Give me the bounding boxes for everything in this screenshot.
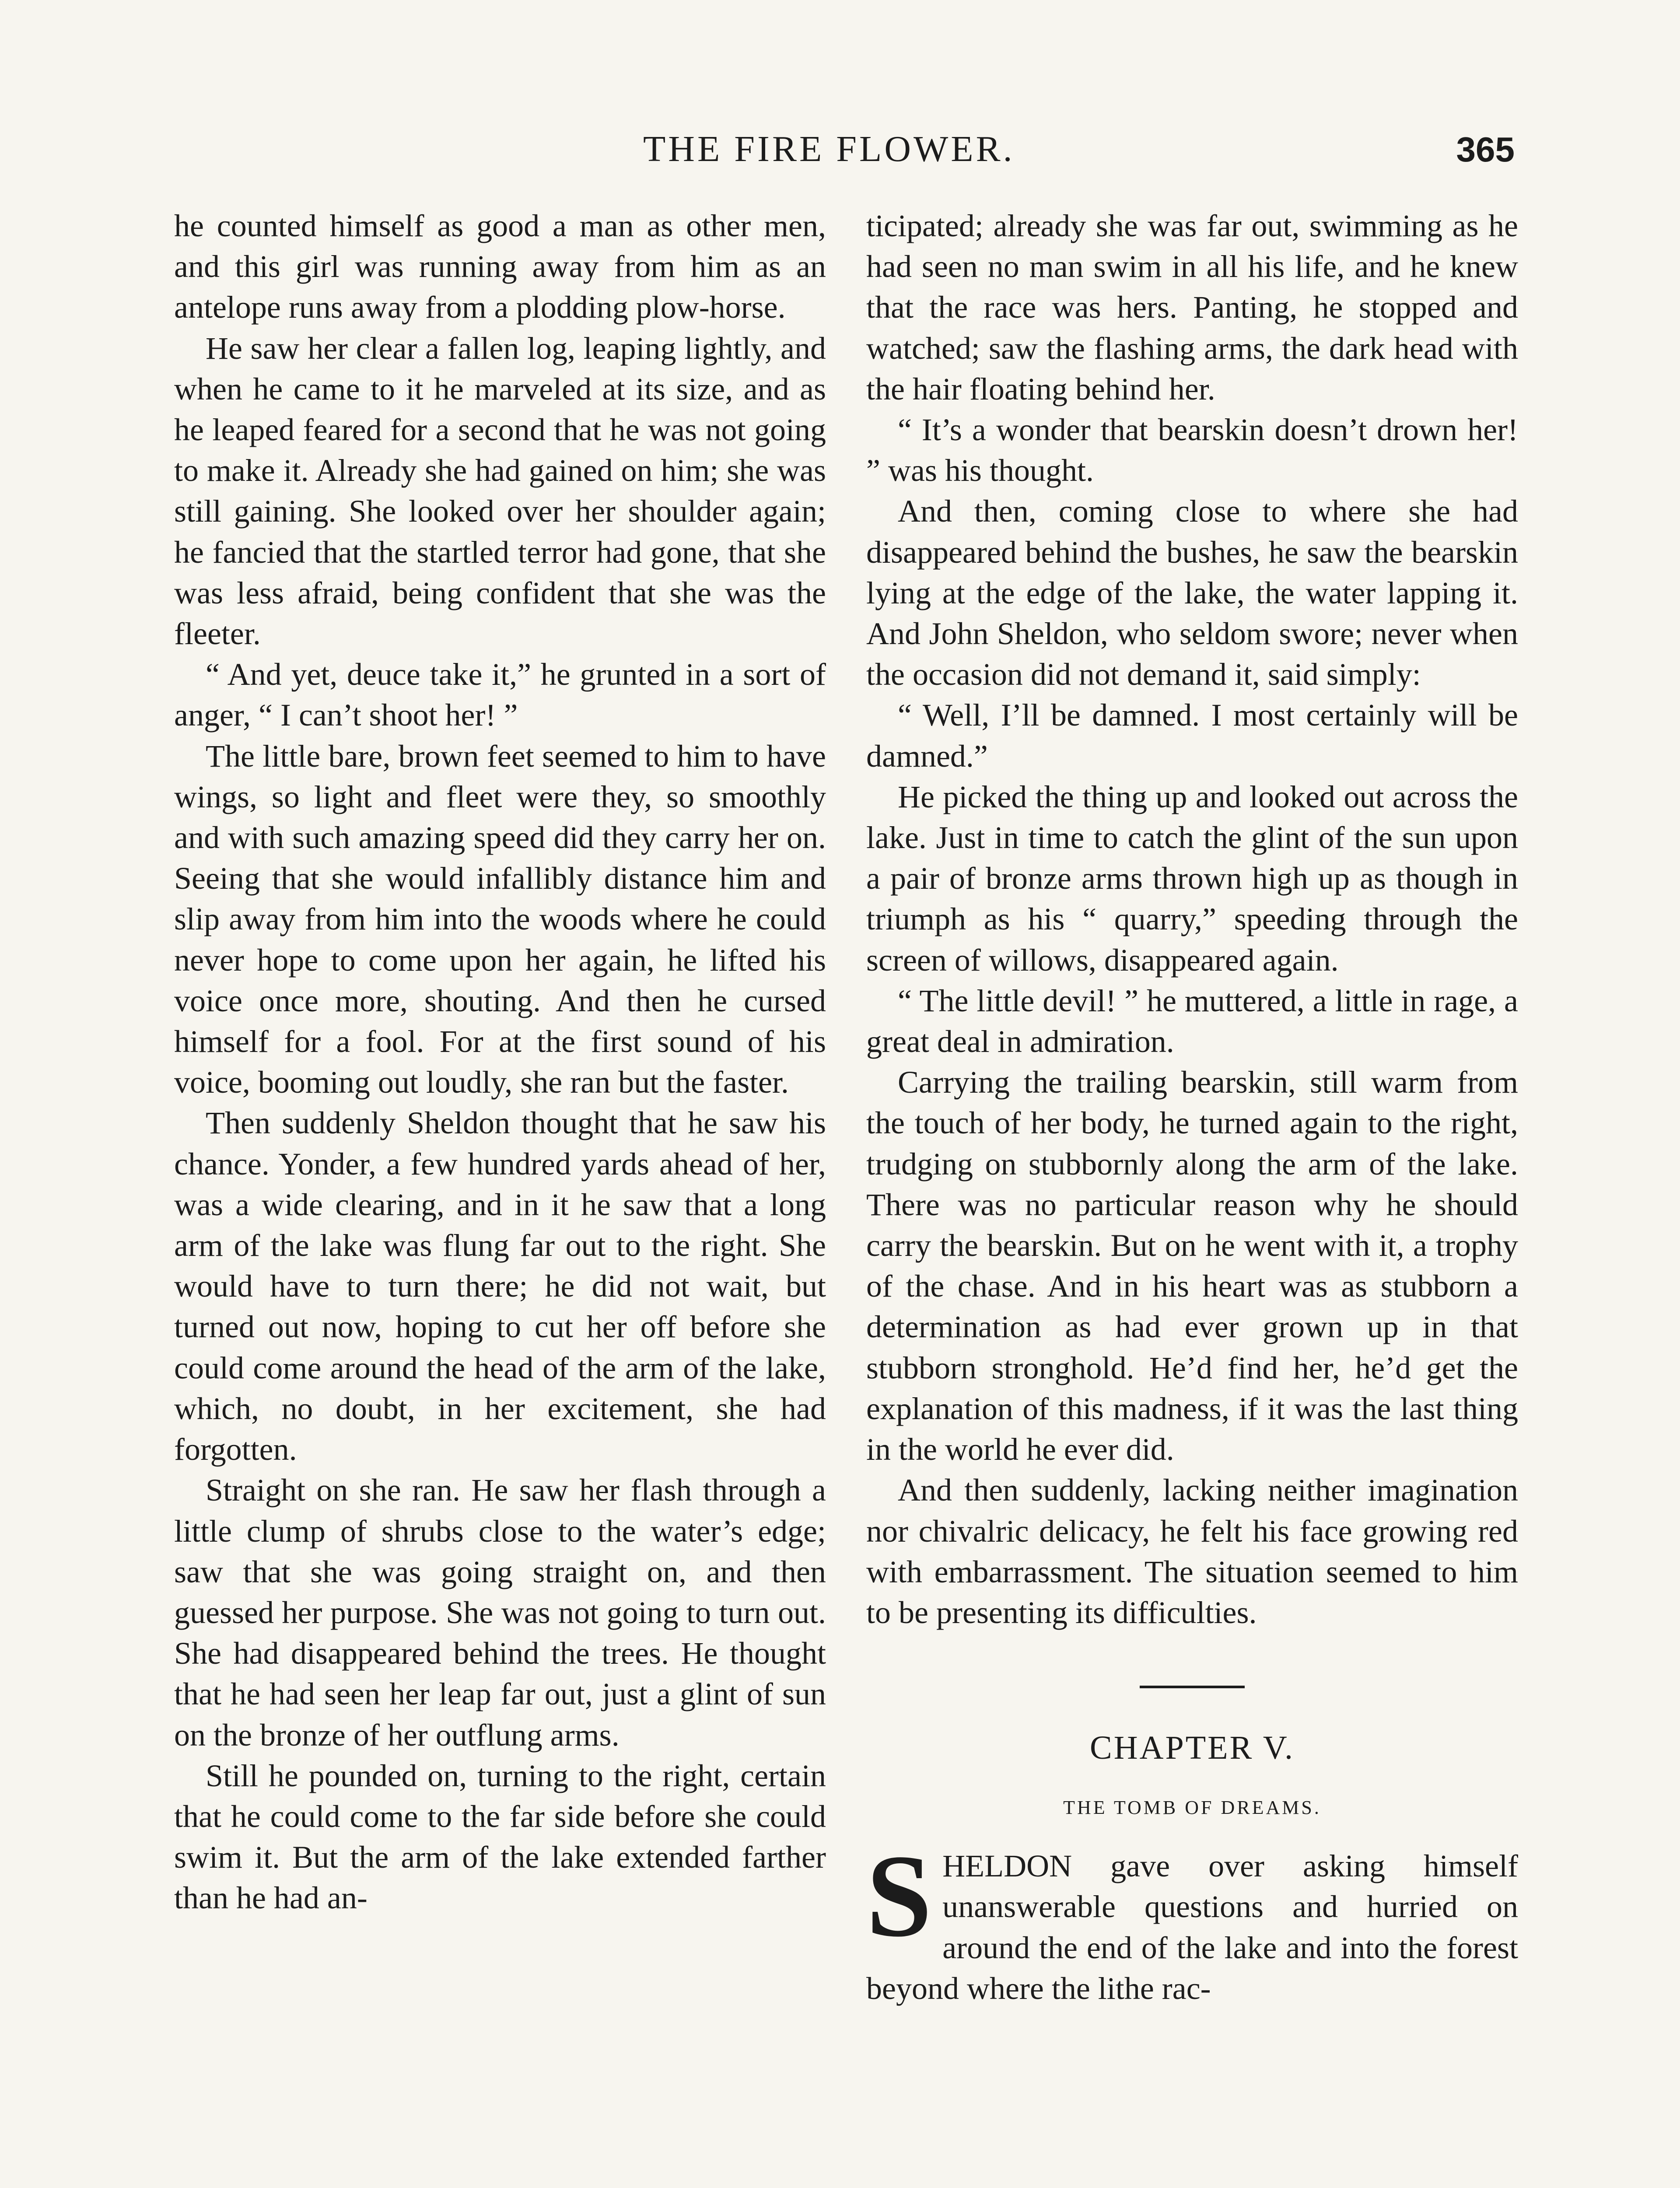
paragraph: ticipated; already she was far out, swimming as he had seen no man swim in all his life, and he knew that the race was hers. Panting, he stopped and watched; saw the flashing arms, the dark head with the hair floating behind her. xyxy=(866,208,1518,407)
left-column xyxy=(174,206,826,1919)
paragraph: And then, coming close to where she had disappeared behind the bushes, he saw the bearskin lying at the edge of the lake, the water lapping it. And John Sheldon, who seldom swore; never when the occasion did not demand it, said simply: xyxy=(866,494,1518,692)
paragraph: Carrying the trailing bearskin, still warm from the touch of her body, he turned again to the right, trudging on stubbornly along the arm of the lake. There was no particular reason why he should carry the bearskin. But on he went with it, a trophy of the chase. And in his heart was as stubborn a determination as had ever grown up in that stubborn stronghold. He’d find her, he’d get the explanation of this madness, if it was the last thing in the world he ever did. xyxy=(866,1065,1518,1467)
chapter-opening-paragraph xyxy=(866,1830,1518,2009)
paragraph: “ And yet, deuce take it,” he grunted in a sort of anger, “ I can’t shoot her! ” xyxy=(174,657,826,733)
running-head xyxy=(0,128,1680,176)
paragraph: Straight on she ran. He saw her flash through a little clump of shrubs close to the water’s edge; saw that she was going straight on, and then guessed her purpose. She was not going to turn out. She had disappeared behind the trees. He thought that he had seen her leap far out, just a glint of sun on the bronze of her outflung arms. xyxy=(174,1473,826,1753)
chapter-subtitle: THE TOMB OF DREAMS. xyxy=(1063,1797,1321,1819)
paragraph: The little bare, brown feet seemed to him to have wings, so light and fleet were they, so smoothly and with such amazing speed did they carry her on. Seeing that she would infallibly distance him and slip away from him into the woods where he could never hope to come upon her again, he lifted his voice once more, shouting. And then he cursed himself for a fool. For at the first sound of his voice, booming out loudly, she ran but the faster. xyxy=(174,738,826,1100)
paragraph: “ The little devil! ” he muttered, a little in rage, a great deal in admiration. xyxy=(866,983,1518,1059)
paragraph: He picked the thing up and looked out across the lake. Just in time to catch the glint of the sun upon a pair of bronze arms thrown high up as though in triumph as his “ quarry,” speeding through the screen of willows, disappeared again. xyxy=(866,779,1518,978)
paragraph: “ It’s a wonder that bearskin doesn’t drown her! ” was his thought. xyxy=(866,412,1518,488)
running-title: THE FIRE FLOWER. xyxy=(643,129,1015,169)
chapter-divider xyxy=(1140,1686,1245,1688)
paragraph: Still he pounded on, turning to the right, certain that he could come to the far side before she could swim it. But the arm of the lake extended farther than he had an- xyxy=(174,1758,826,1916)
paragraph: Then suddenly Sheldon thought that he saw his chance. Yonder, a few hundred yards ahead of her, was a wide clearing, and in it he saw that a long arm of the lake was flung far out to the right. She would have to turn there; he did not wait, but turned out now, hoping to cut her off before she could come around the head of the arm of the lake, which, no doubt, in her excitement, she had forgotten. xyxy=(174,1105,826,1467)
paragraph: “ Well, I’ll be damned. I most certainly will be damned.” xyxy=(866,698,1518,774)
right-column xyxy=(866,206,1518,2009)
paragraph: he counted himself as good a man as other men, and this girl was running away from him as an antelope runs away from a plodding plow-horse. xyxy=(174,208,826,325)
page-number: 365 xyxy=(1456,130,1515,169)
chapter-heading: CHAPTER V. xyxy=(1090,1729,1295,1767)
chapter-opening-text: HELDON gave over asking himself unanswerable questions and hurried on around the end of the lake and into the forest beyond where the lithe rac- xyxy=(866,1848,1518,2006)
paragraph: He saw her clear a fallen log, leaping lightly, and when he came to it he marveled at its size, and as he leaped feared for a second that he was not going to make it. Already she had gained on him; she was still gaining. She looked over her shoulder again; he fancied that the startled terror had gone, that she was less afraid, being confident that she was the fleeter. xyxy=(174,330,826,652)
drop-cap: S xyxy=(866,1830,932,1962)
paragraph: And then suddenly, lacking neither imagination nor chivalric delicacy, he felt his face growing red with embarrassment. The situation seemed to him to be presenting its difficulties. xyxy=(866,1473,1518,1630)
